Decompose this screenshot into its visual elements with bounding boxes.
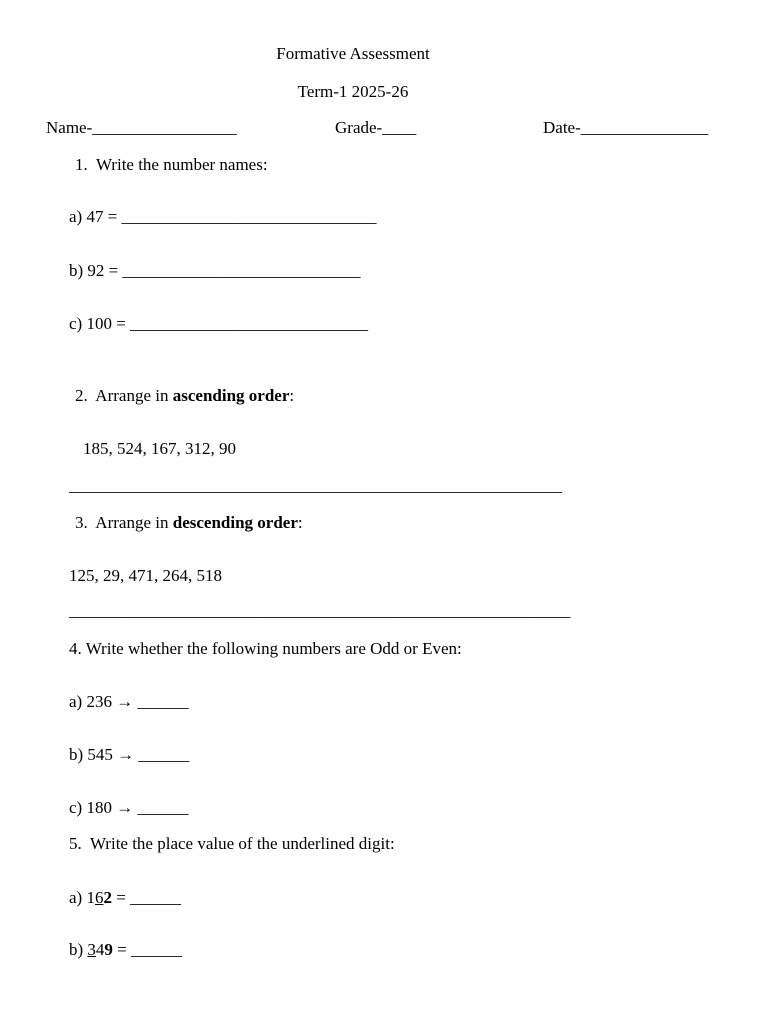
- name-field: Name-_________________: [46, 118, 237, 137]
- digit: 2: [103, 888, 112, 907]
- item-label: b): [69, 940, 88, 959]
- question-1-item: a) 47 = ______________________________: [69, 207, 377, 226]
- question-4-item: b) 545 → ______: [69, 745, 190, 764]
- question-5-item-a: [69, 888, 181, 908]
- digit: 4: [95, 940, 105, 959]
- answer-blank: = ______: [112, 940, 183, 959]
- question-2-suffix: :: [289, 386, 295, 405]
- underlined-digit: 6: [94, 888, 104, 907]
- question-4-item: c) 180 → ______: [69, 798, 189, 817]
- question-2-answer-line: __________________________________________________________: [69, 476, 562, 495]
- question-3-numbers: 125, 29, 471, 264, 518: [69, 566, 222, 585]
- question-2-emphasis: ascending order: [172, 386, 290, 405]
- worksheet-title: Formative Assessment: [276, 44, 430, 63]
- question-4-heading: 4. Write whether the following numbers are Odd or Even:: [69, 639, 462, 658]
- question-5-item-b: [69, 940, 182, 960]
- question-1-heading: 1. Write the number names:: [75, 155, 268, 174]
- question-1-item: c) 100 = ____________________________: [69, 314, 369, 333]
- digit: 9: [104, 940, 113, 959]
- grade-field: Grade-____: [335, 118, 417, 137]
- question-3-emphasis: descending order: [172, 513, 298, 532]
- question-3-heading: [75, 513, 303, 533]
- question-2-prefix: 2. Arrange in: [75, 386, 173, 405]
- term-label: Term-1 2025-26: [297, 82, 409, 101]
- item-label: a): [69, 888, 87, 907]
- underlined-digit: 3: [87, 940, 96, 959]
- question-5-heading: 5. Write the place value of the underlined digit:: [69, 834, 395, 853]
- question-3-answer-line: ___________________________________________________________: [69, 601, 571, 620]
- date-field: Date-_______________: [543, 118, 709, 137]
- question-3-prefix: 3. Arrange in: [75, 513, 173, 532]
- question-3-suffix: :: [297, 513, 303, 532]
- question-1-item: b) 92 = ____________________________: [69, 261, 361, 280]
- question-2-heading: [75, 386, 294, 406]
- answer-blank: = ______: [111, 888, 182, 907]
- question-4-item: a) 236 → ______: [69, 692, 189, 711]
- question-2-numbers: 185, 524, 167, 312, 90: [83, 439, 236, 458]
- digit: 1: [86, 888, 95, 907]
